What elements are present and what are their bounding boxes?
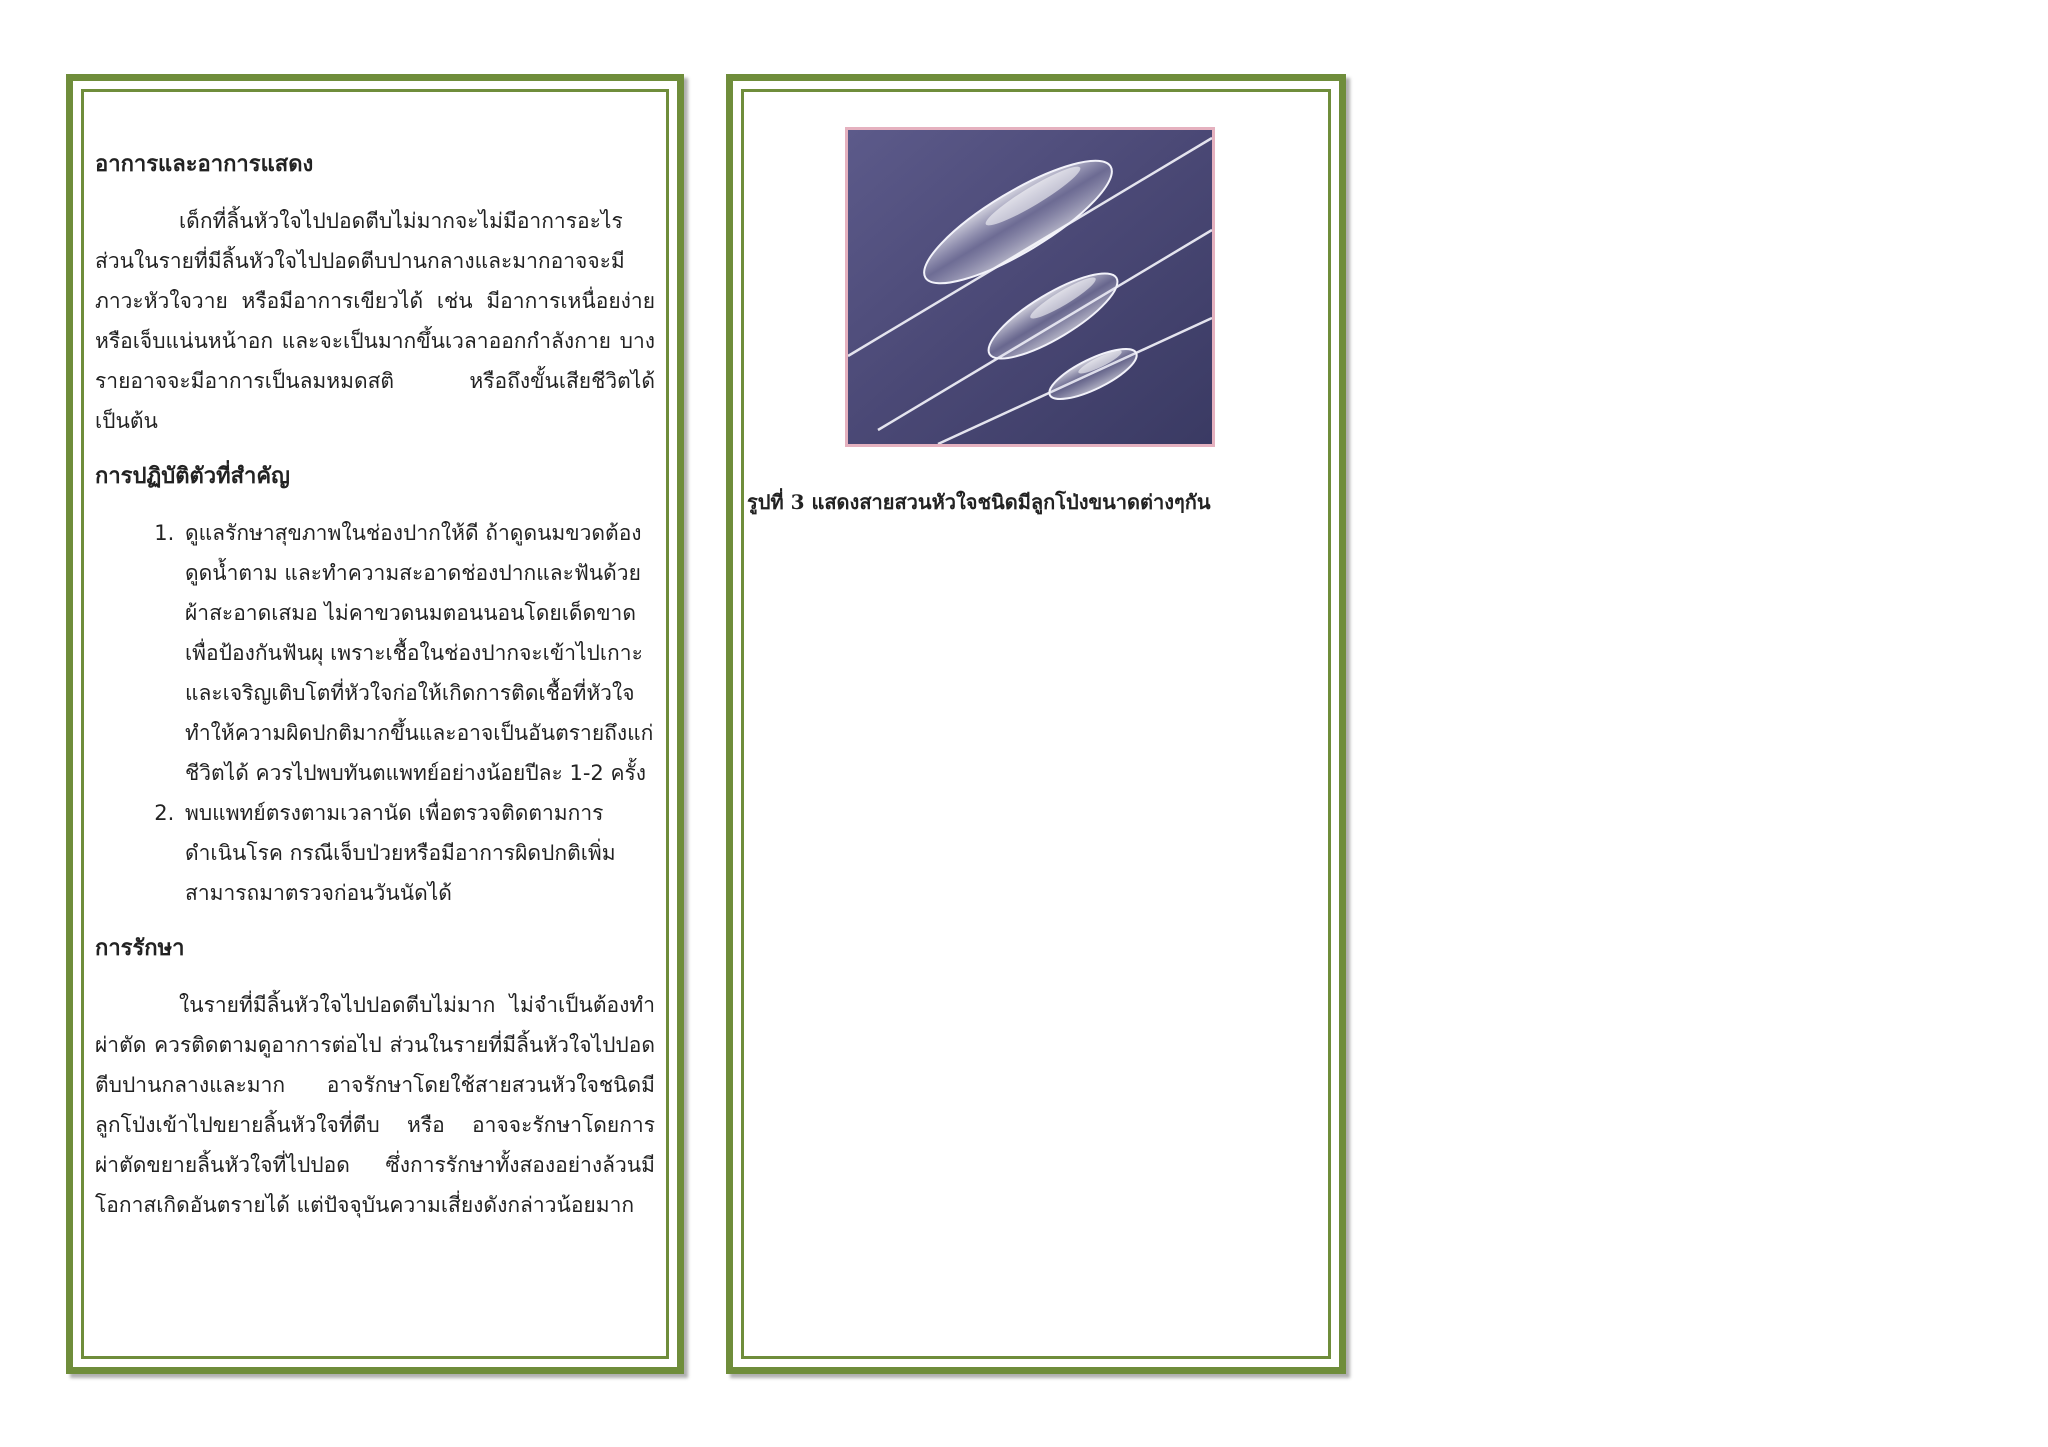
self-care-item-2: 2. พบแพทย์ตรงตามเวลานัด เพื่อตรวจติดตามการดำเนินโรค กรณีเจ็บป่วยหรือมีอาการผิดปกติเพิ่ม สามารถมาตรวจก่อนวันนัดได้	[181, 793, 655, 913]
right-panel	[726, 74, 1346, 1374]
self-care-item-1: 1. ดูแลรักษาสุขภาพในช่องปากให้ดี ถ้าดูดนมขวดต้องดูดน้ำตาม และทำความสะอาดช่องปากและฟันด้วยผ้าสะอาดเสมอ ไม่คาขวดนมตอนนอนโดยเด็ดขาด เพื่อป้องกันฟันผุ เพราะเชื้อในช่องปากจะเข้าไปเกาะและเจริญเติบโตที่หัวใจก่อให้เกิดการติดเชื้อที่หัวใจ ทำให้ความผิดปกติมากขึ้นและอาจเป็นอันตรายถึงแก่ชีวิตได้ ควรไปพบทันตแพทย์อย่างน้อยปีละ 1-2 ครั้ง	[181, 513, 655, 793]
self-care-list	[95, 513, 655, 913]
left-panel	[66, 74, 684, 1374]
treatment-heading: การรักษา	[95, 936, 185, 961]
balloon-catheter-photo	[845, 127, 1215, 447]
treatment-paragraph: ในรายที่มีลิ้นหัวใจไปปอดตีบไม่มาก ไม่จำเป็นต้องทำผ่าตัด ควรติดตามดูอาการต่อไป ส่วนในรายที่มีลิ้นหัวใจไปปอดตีบปานกลางและมาก อาจรักษาโดยใช้สายสวนหัวใจชนิดมีลูกโป่งเข้าไปขยายลิ้นหัวใจที่ตีบ หรือ อาจจะรักษาโดยการผ่าตัดขยายลิ้นหัวใจที่ไปปอด ซึ่งการรักษาทั้งสองอย่างล้วนมีโอกาสเกิดอันตรายได้ แต่ปัจจุบันความเสี่ยงดังกล่าวน้อยมาก	[95, 993, 655, 1217]
self-care-heading: การปฏิบัติตัวที่สำคัญ	[95, 464, 290, 489]
symptoms-heading: อาการและอาการแสดง	[95, 152, 314, 177]
left-panel-content	[95, 145, 655, 1347]
symptoms-paragraph: เด็กที่ลิ้นหัวใจไปปอดตีบไม่มากจะไม่มีอาการอะไร ส่วนในรายที่มีลิ้นหัวใจไปปอดตีบปานกลางและมากอาจจะมีภาวะหัวใจวาย หรือมีอาการเขียวได้ เช่น มีอาการเหนื่อยง่าย หรือเจ็บแน่นหน้าอก และจะเป็นมากขึ้นเวลาออกกำลังกาย บางรายอาจจะมีอาการเป็นลมหมดสติ หรือถึงขั้นเสียชีวิตได้ เป็นต้น	[95, 209, 655, 433]
balloon-catheter-image	[848, 130, 1212, 444]
figure-caption: รูปที่ 3 แสดงสายสวนหัวใจชนิดมีลูกโป่งขนาดต่างๆกัน	[747, 490, 1211, 514]
